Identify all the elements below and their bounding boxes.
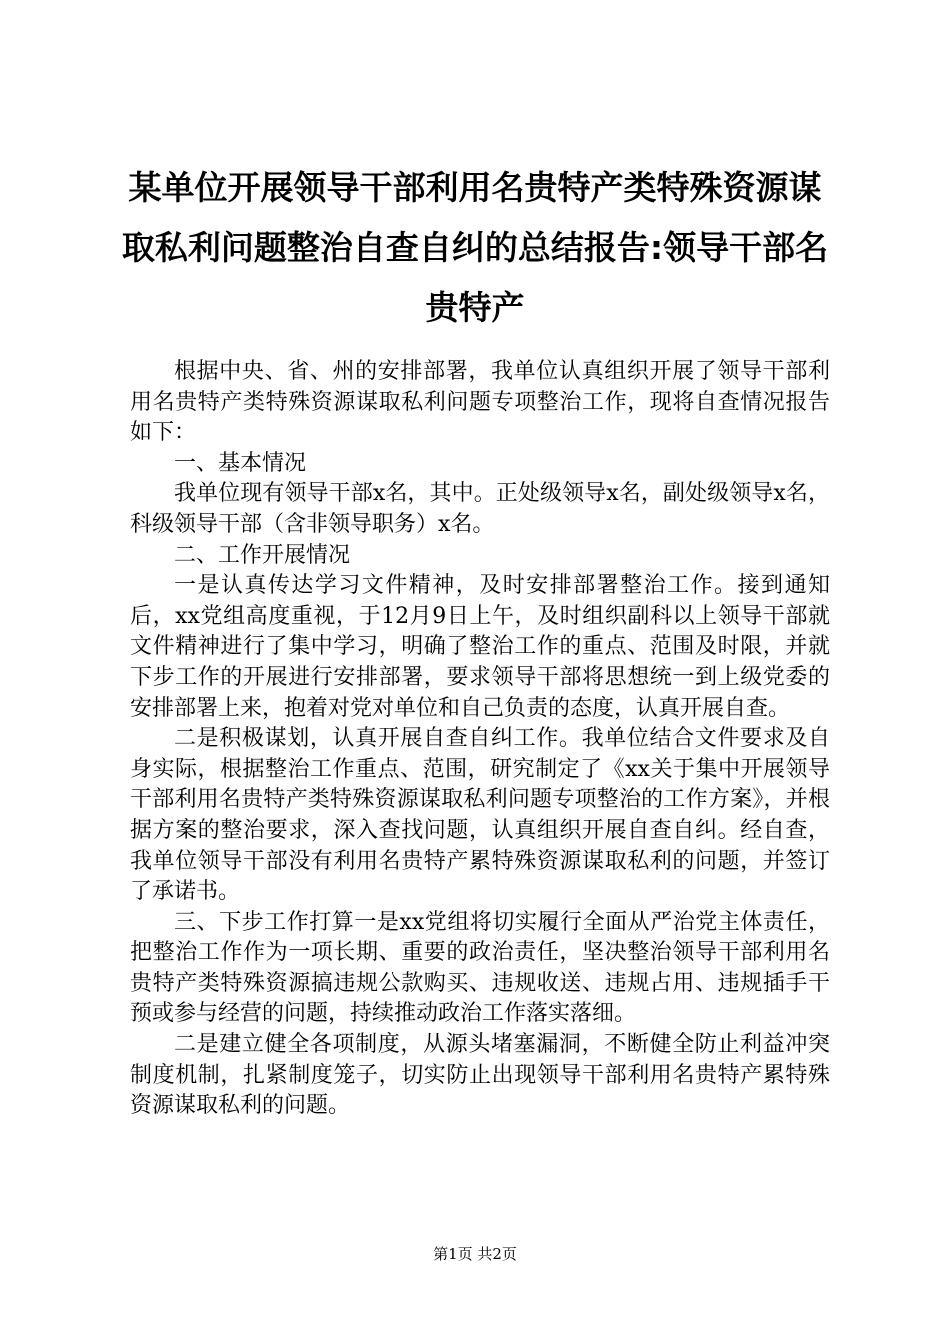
document-body	[130, 357, 830, 1122]
paragraph-work-item-2: 二是积极谋划，认真开展自查自纠工作。我单位结合文件要求及自身实际，根据整治工作重点、范围，研究制定了《xx关于集中开展领导干部利用名贵特产类特殊资源谋取私利问题专项整治的工作方案》，并根据方案的整治要求，深入查找问题，认真组织开展自查自纠。经自查，我单位领导干部没有利用名贵特产累特殊资源谋取私利的问题，并签订了承诺书。	[130, 726, 830, 905]
page-number-footer: 第1页 共2页	[433, 1245, 517, 1263]
paragraph-work-item-1: 一是认真传达学习文件精神，及时安排部署整治工作。接到通知后，xx党组高度重视，于12月9日上午，及时组织副科以上领导干部就文件精神进行了集中学习，明确了整治工作的重点、范围及时限，并就下步工作的开展进行安排部署，要求领导干部将思想统一到上级党委的安排部署上来，抱着对党对单位和自己负责的态度，认真开展自查。	[130, 573, 830, 721]
heading-work-progress: 二、工作开展情况	[174, 542, 351, 568]
paragraph-next-steps-2: 二是建立健全各项制度，从源头堵塞漏洞，不断健全防止利益冲突制度机制，扎紧制度笼子，切实防止出现领导干部利用名贵特产累特殊资源谋取私利的问题。	[130, 1032, 830, 1119]
document-title: 某单位开展领导干部利用名贵特产类特殊资源谋取私利问题整治自查自纠的总结报告:领导干部名贵特产	[121, 168, 829, 327]
paragraph-intro: 根据中央、省、州的安排部署，我单位认真组织开展了领导干部利用名贵特产类特殊资源谋取私利问题专项整治工作，现将自查情况报告如下：	[130, 359, 830, 446]
paragraph-basic-situation: 我单位现有领导干部x名，其中。正处级领导x名，副处级领导x名，科级领导干部（含非领导职务）x名。	[130, 481, 830, 537]
paragraph-next-steps-1: 三、下步工作打算一是xx党组将切实履行全面从严治党主体责任，把整治工作作为一项长期、重要的政治责任，坚决整治领导干部利用名贵特产类特殊资源搞违规公款购买、违规收送、违规占用、违规插手干预或参与经营的问题，持续推动政治工作落实落细。	[130, 909, 830, 1027]
heading-basic-situation: 一、基本情况	[174, 450, 307, 476]
